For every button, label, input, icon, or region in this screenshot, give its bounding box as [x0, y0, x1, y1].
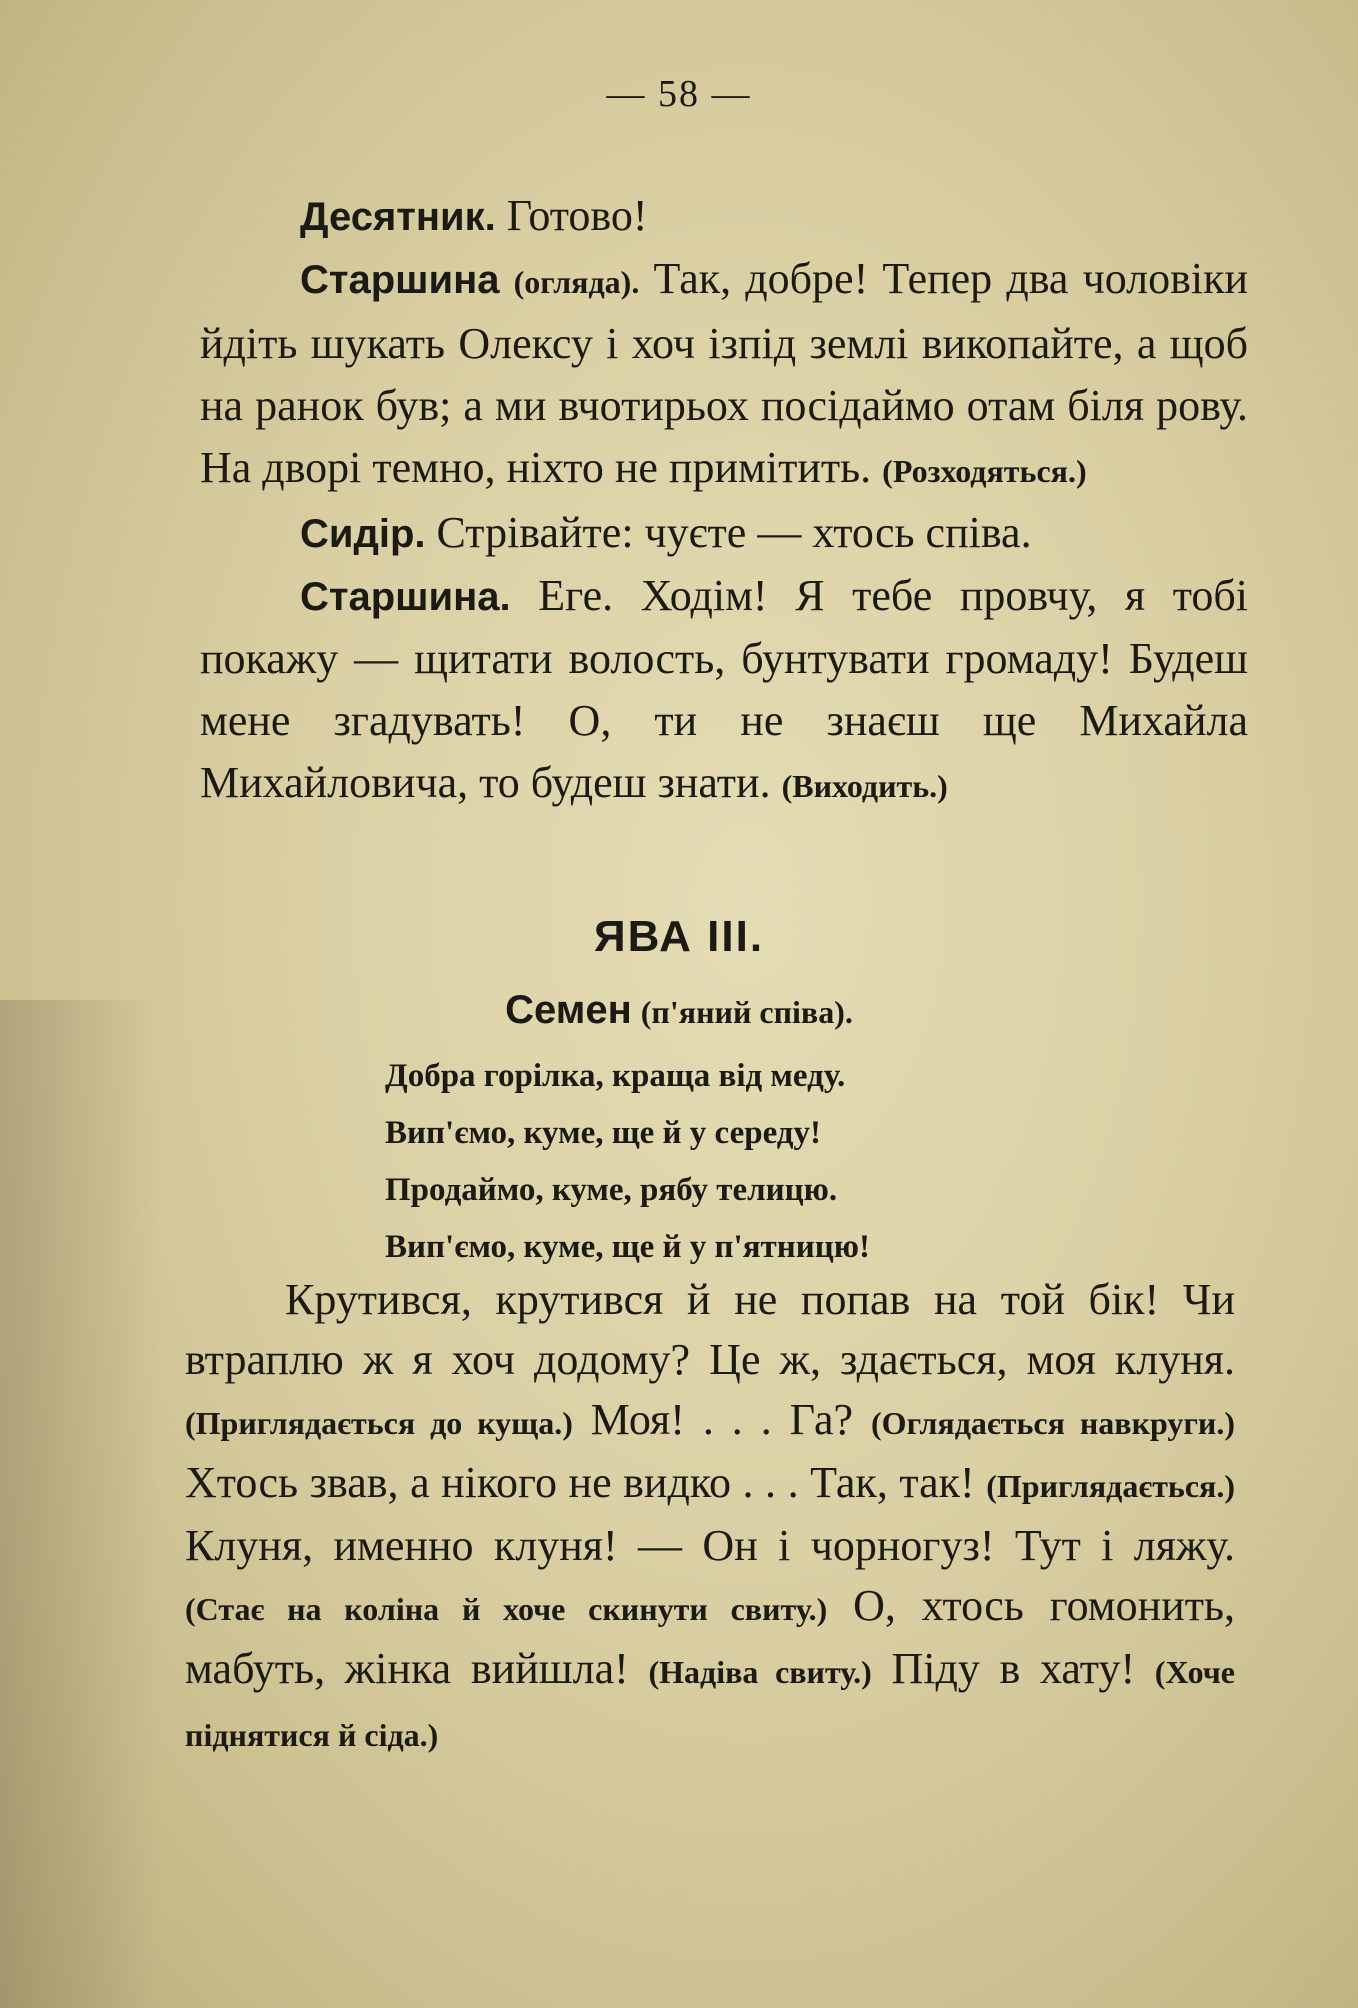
- stage-direction: (Оглядається навкруги.): [871, 1405, 1236, 1441]
- speaker-name: Сидір.: [300, 512, 426, 556]
- speech-text: Готово!: [506, 191, 648, 240]
- page-shadow: [0, 1000, 160, 2008]
- speech-sydir: [200, 502, 1248, 565]
- monologue-text: [185, 1270, 1235, 1765]
- speech-text: Хтось звав, а нікого не видко . . . Так, так!: [185, 1458, 987, 1507]
- stage-direction: (Виходить.): [781, 768, 948, 804]
- stage-direction: (огляда).: [513, 264, 640, 300]
- scene-heading: ЯВА III.: [593, 912, 765, 961]
- speaker-name: Десятник.: [300, 195, 496, 239]
- stage-direction: (Стає на коліна й хоче скинути свиту.): [185, 1591, 828, 1627]
- page-number: — 58 —: [606, 73, 752, 115]
- song-verse: [385, 1048, 1085, 1276]
- speech-text: Стрівайте: чуєте — хтось співа.: [436, 508, 1032, 557]
- stage-direction: (Надіва свиту.): [648, 1654, 872, 1690]
- speech-text: Еге. Ходім! Я тебе провчу, я тобі покажу — щитати волость, бунтувати громаду! Будеш мене згадувать! О, ти не знаєш ще Михайла Михайловича, то будеш знати.: [200, 571, 1248, 807]
- speaker-name: Старшина.: [300, 575, 511, 619]
- speech-desiatnyk: [200, 185, 1248, 248]
- speech-text: Моя! . . . Га?: [572, 1395, 872, 1444]
- song-line: Продаймо, куме, рябу телицю.: [385, 1172, 838, 1208]
- monologue: [185, 1270, 1235, 1765]
- speech-starshyna-1: [200, 248, 1248, 502]
- stage-direction: (Приглядається до куща.): [185, 1405, 573, 1441]
- speech-starshyna-2: [200, 565, 1248, 817]
- speaker-name: Семен: [505, 988, 632, 1032]
- song-line: Вип'ємо, куме, ще й у п'ятницю!: [385, 1229, 871, 1265]
- speech-text: Так, добре! Тепер два чоловіки йдіть шукать Олексу і хоч ізпід землі викопайте, а щоб на ранок був; а ми вчотирьох посідаймо отам біля рову. На дворі темно, ніхто не примітить.: [200, 254, 1248, 492]
- stage-direction: (Приглядається.): [986, 1468, 1235, 1504]
- speech-text: Клуня, именно клуня! — Он і чорногуз! Тут і ляжу.: [185, 1521, 1235, 1570]
- stage-direction: (Хоче піднятися й сіда.): [185, 1654, 1235, 1753]
- scene-text: [200, 185, 1248, 817]
- song-line: Добра горілка, краща від меду.: [385, 1058, 846, 1094]
- stage-direction: (Розходяться.): [882, 453, 1087, 489]
- speech-text: О, хтось гомонить, мабуть, жінка вийшла!: [185, 1581, 1235, 1693]
- stage-direction: (п'яний співа).: [640, 994, 853, 1030]
- speaker-name: Старшина: [300, 258, 500, 302]
- speech-text: Крутився, крутився й не попав на той бік! Чи втраплю ж я хоч додому? Це ж, здається, моя клуня.: [185, 1275, 1235, 1384]
- song-line: Вип'ємо, куме, ще й у середу!: [385, 1115, 821, 1151]
- speech-text: Піду в хату!: [871, 1644, 1155, 1693]
- scene-subheading: [0, 988, 1358, 1033]
